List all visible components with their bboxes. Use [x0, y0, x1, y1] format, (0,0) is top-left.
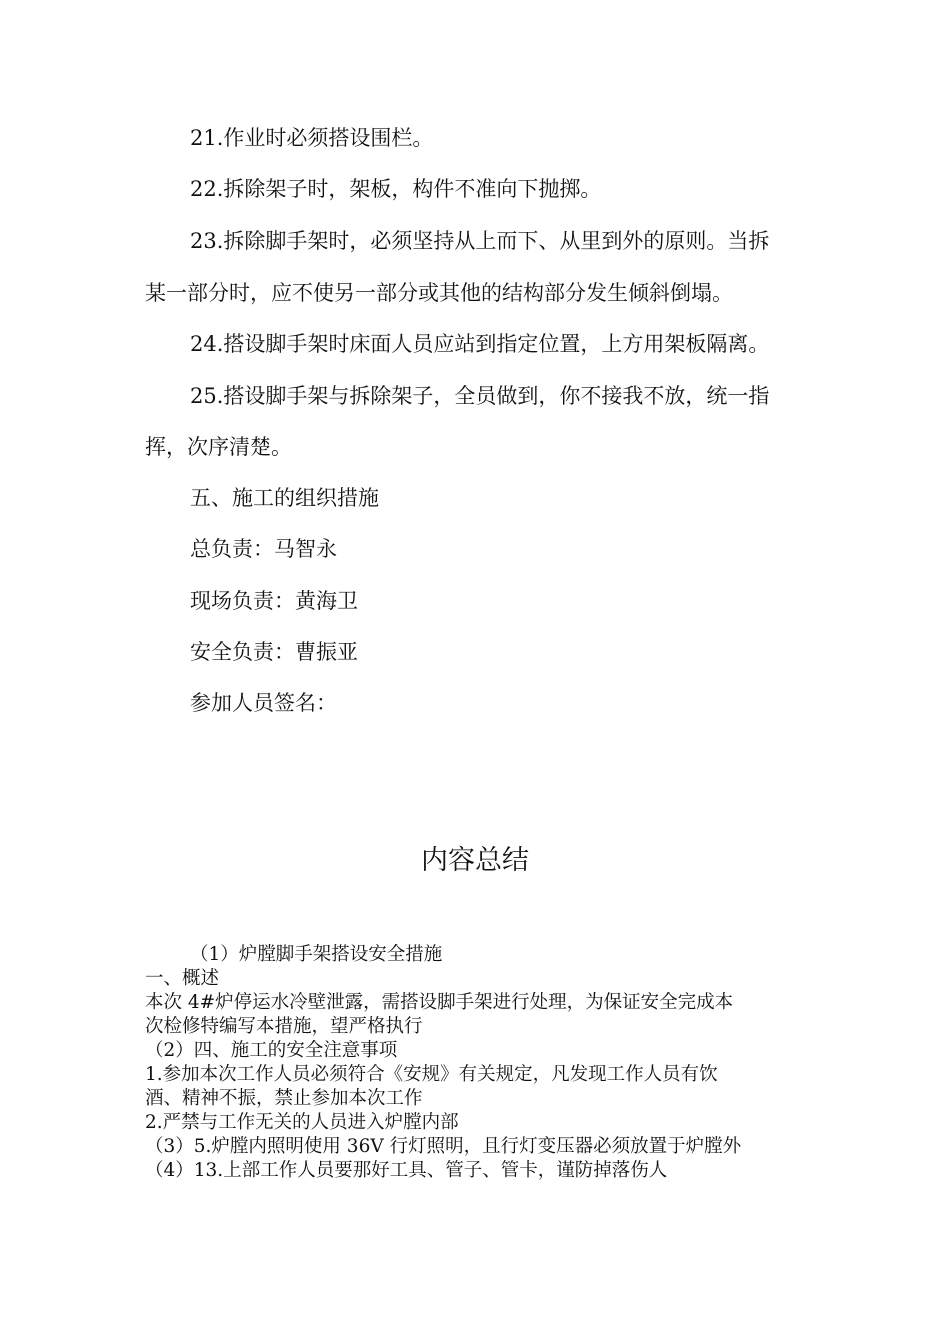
summary-line: （3）5.炉膛内照明使用 36V 行灯照明，且行灯变压器必须放置于炉膛外 [145, 1136, 742, 1157]
body-line-24: 24.搭设脚手架时床面人员应站到指定位置，上方用架板隔离。 [190, 332, 770, 356]
summary-line: 酒、精神不振，禁止参加本次工作 [145, 1088, 423, 1109]
body-line-23: 23.拆除脚手架时，必须坚持从上而下、从里到外的原则。当拆 [190, 229, 770, 253]
summary-line: （1）炉膛脚手架搭设安全措施 [190, 944, 443, 965]
summary-line: 本次 4#炉停运水冷壁泄露，需搭设脚手架进行处理，为保证安全完成本 [145, 992, 734, 1013]
summary-line: 一、概述 [145, 968, 220, 989]
body-line-23-cont: 某一部分时，应不使另一部分或其他的结构部分发生倾斜倒塌。 [145, 281, 733, 305]
body-line-22: 22.拆除架子时，架板，构件不准向下抛掷。 [190, 177, 602, 201]
body-line-25-cont: 挥，次序清楚。 [145, 435, 292, 459]
chief-responsible: 总负责：马智永 [190, 537, 337, 561]
summary-line: （4）13.上部工作人员要那好工具、管子、管卡，谨防掉落伤人 [145, 1160, 668, 1181]
summary-line: （2）四、施工的安全注意事项 [145, 1040, 398, 1061]
participants-signature: 参加人员签名： [190, 691, 337, 715]
section-heading-organization: 五、施工的组织措施 [190, 486, 379, 510]
site-responsible: 现场负责：黄海卫 [190, 589, 358, 613]
body-line-25: 25.搭设脚手架与拆除架子，全员做到，你不接我不放，统一指 [190, 384, 770, 408]
summary-line: 次检修特编写本措施，望严格执行 [145, 1016, 423, 1037]
summary-line: 1.参加本次工作人员必须符合《安规》有关规定，凡发现工作人员有饮 [145, 1064, 718, 1085]
summary-line: 2.严禁与工作无关的人员进入炉膛内部 [145, 1112, 459, 1133]
body-line-21: 21.作业时必须搭设围栏。 [190, 126, 434, 150]
safety-responsible: 安全负责：曹振亚 [190, 640, 358, 664]
summary-title: 内容总结 [421, 845, 529, 876]
